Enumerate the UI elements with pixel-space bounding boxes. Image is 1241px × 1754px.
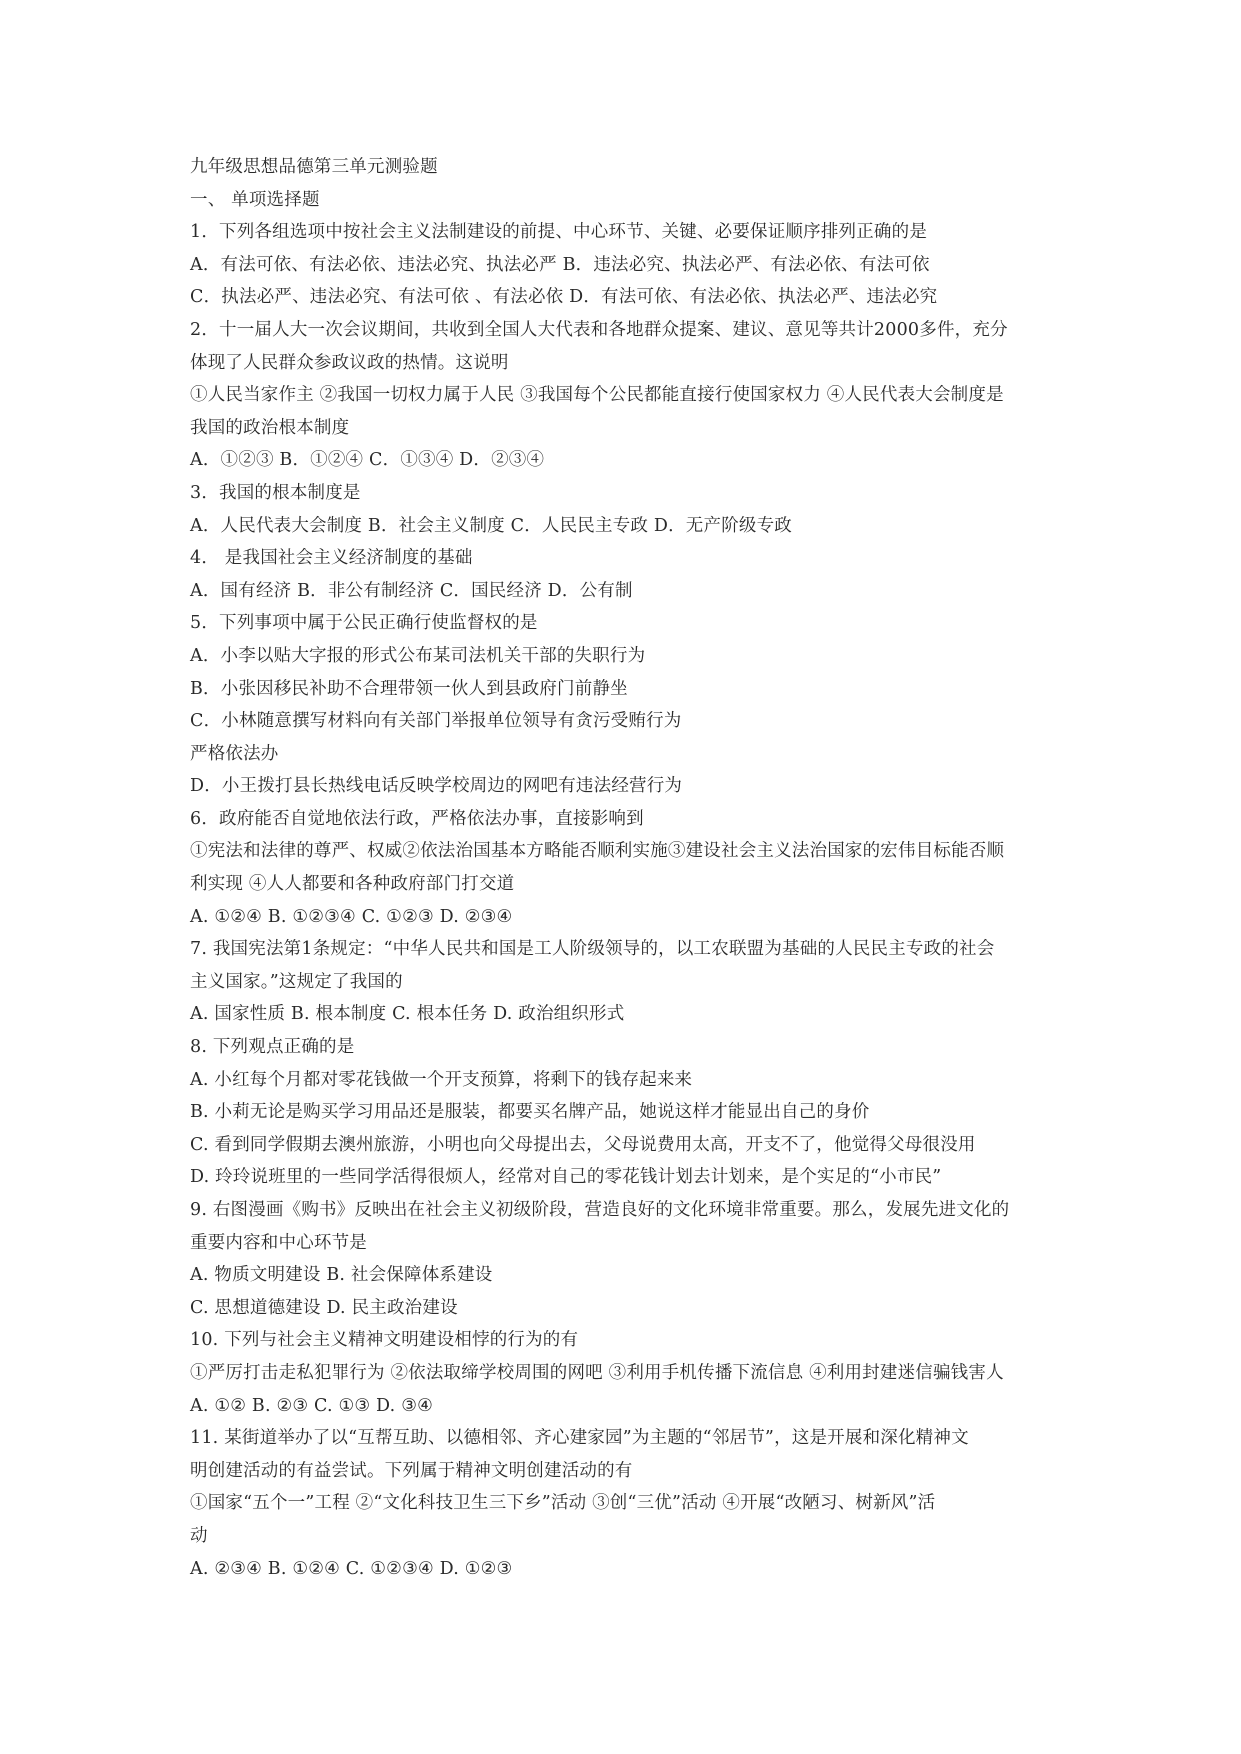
text-line: A. ①② B. ②③ C. ①③ D. ③④ xyxy=(190,1395,433,1416)
text-line: C．小林随意撰写材料向有关部门举报单位领导有贪污受贿行为 xyxy=(190,711,682,732)
text-line: 11. 某街道举办了以“互帮互助、以德相邻、齐心建家园”为主题的“邻居节”，这是开展和深化精神文 xyxy=(190,1428,969,1449)
text-line: A．有法可依、有法必依、违法必究、执法必严 B．违法必究、执法必严、有法必依、有法可依 xyxy=(190,254,930,275)
text-line: 2．十一届人大一次会议期间，共收到全国人大代表和各地群众提案、建议、意见等共计2000多件，充分 xyxy=(190,319,1008,340)
text-line: A. ①②④ B. ①②③④ C. ①②③ D. ②③④ xyxy=(190,906,513,927)
text-line: 5．下列事项中属于公民正确行使监督权的是 xyxy=(190,613,538,634)
text-line: 4． 是我国社会主义经济制度的基础 xyxy=(190,548,473,569)
text-line: ①严厉打击走私犯罪行为 ②依法取缔学校周围的网吧 ③利用手机传播下流信息 ④利用封建迷信骗钱害人 xyxy=(190,1362,1004,1383)
text-line: 动 xyxy=(190,1525,208,1546)
text-line: 7. 我国宪法第1条规定：“中华人民共和国是工人阶级领导的，以工农联盟为基础的人民民主专政的社会 xyxy=(190,939,995,960)
text-line: C. 思想道德建设 D. 民主政治建设 xyxy=(190,1297,458,1318)
section-heading: 一、 单项选择题 xyxy=(190,189,320,210)
text-line: A．人民代表大会制度 B．社会主义制度 C．人民民主专政 D．无产阶级专政 xyxy=(190,515,793,536)
text-line: A. 物质文明建设 B. 社会保障体系建设 xyxy=(190,1265,493,1286)
text-line: ①人民当家作主 ②我国一切权力属于人民 ③我国每个公民都能直接行使国家权力 ④人民代表大会制度是 xyxy=(190,385,1004,406)
text-line: 10. 下列与社会主义精神文明建设相悖的行为的有 xyxy=(190,1330,579,1351)
question-list xyxy=(190,216,1070,1585)
text-line: ①国家“五个一”工程 ②“文化科技卫生三下乡”活动 ③创“三优”活动 ④开展“改陋习、树新风”活 xyxy=(190,1493,936,1514)
text-line: ①宪法和法律的尊严、权威②依法治国基本方略能否顺利实施③建设社会主义法治国家的宏伟目标能否顺 xyxy=(190,841,1005,862)
text-line: 体现了人民群众参政议政的热情。这说明 xyxy=(190,352,509,373)
text-line: D. 玲玲说班里的一些同学活得很烦人，经常对自己的零花钱计划去计划来，是个实足的“小市民” xyxy=(190,1167,942,1188)
text-line: 9. 右图漫画《购书》反映出在社会主义初级阶段，营造良好的文化环境非常重要。那么，发展先进文化的 xyxy=(190,1200,1010,1220)
document-page xyxy=(190,151,1070,1585)
text-line: 3．我国的根本制度是 xyxy=(190,482,361,503)
text-line: 利实现 ④人人都要和各种政府部门打交道 xyxy=(190,874,515,895)
text-line: B．小张因移民补助不合理带领一伙人到县政府门前静坐 xyxy=(190,678,628,699)
text-line: D．小王拨打县长热线电话反映学校周边的网吧有违法经营行为 xyxy=(190,776,683,797)
text-line: A. 小红每个月都对零花钱做一个开支预算，将剩下的钱存起来来 xyxy=(190,1069,693,1090)
text-line: 严格依法办 xyxy=(190,743,279,764)
text-line: 6．政府能否自觉地依法行政，严格依法办事，直接影响到 xyxy=(190,808,644,829)
text-line: A. 国家性质 B. 根本制度 C. 根本任务 D. 政治组织形式 xyxy=(190,1004,625,1025)
text-line: 重要内容和中心环节是 xyxy=(190,1232,367,1253)
text-line: C. 看到同学假期去澳州旅游，小明也向父母提出去，父母说费用太高，开支不了，他觉得父母很没用 xyxy=(190,1134,976,1155)
document-title: 九年级思想品德第三单元测验题 xyxy=(190,157,438,177)
text-line: 主义国家。”这规定了我国的 xyxy=(190,971,403,992)
text-line: A. ②③④ B. ①②④ C. ①②③④ D. ①②③ xyxy=(190,1558,513,1579)
text-line: A．国有经济 B．非公有制经济 C．国民经济 D．公有制 xyxy=(190,580,633,601)
text-line: C．执法必严、违法必究、有法可依 、有法必依 D．有法可依、有法必依、执法必严、违法必究 xyxy=(190,287,938,308)
text-line: 明创建活动的有益尝试。下列属于精神文明创建活动的有 xyxy=(190,1460,633,1481)
text-line: A．①②③ B．①②④ C．①③④ D．②③④ xyxy=(190,450,545,471)
text-line: B. 小莉无论是购买学习用品还是服装，都要买名牌产品，她说这样才能显出自己的身价 xyxy=(190,1102,870,1123)
text-line: 1．下列各组选项中按社会主义法制建设的前提、中心环节、关键、必要保证顺序排列正确的是 xyxy=(190,222,928,243)
text-line: A．小李以贴大字报的形式公布某司法机关干部的失职行为 xyxy=(190,645,646,666)
text-line: 8. 下列观点正确的是 xyxy=(190,1037,355,1058)
text-line: 我国的政治根本制度 xyxy=(190,417,350,438)
